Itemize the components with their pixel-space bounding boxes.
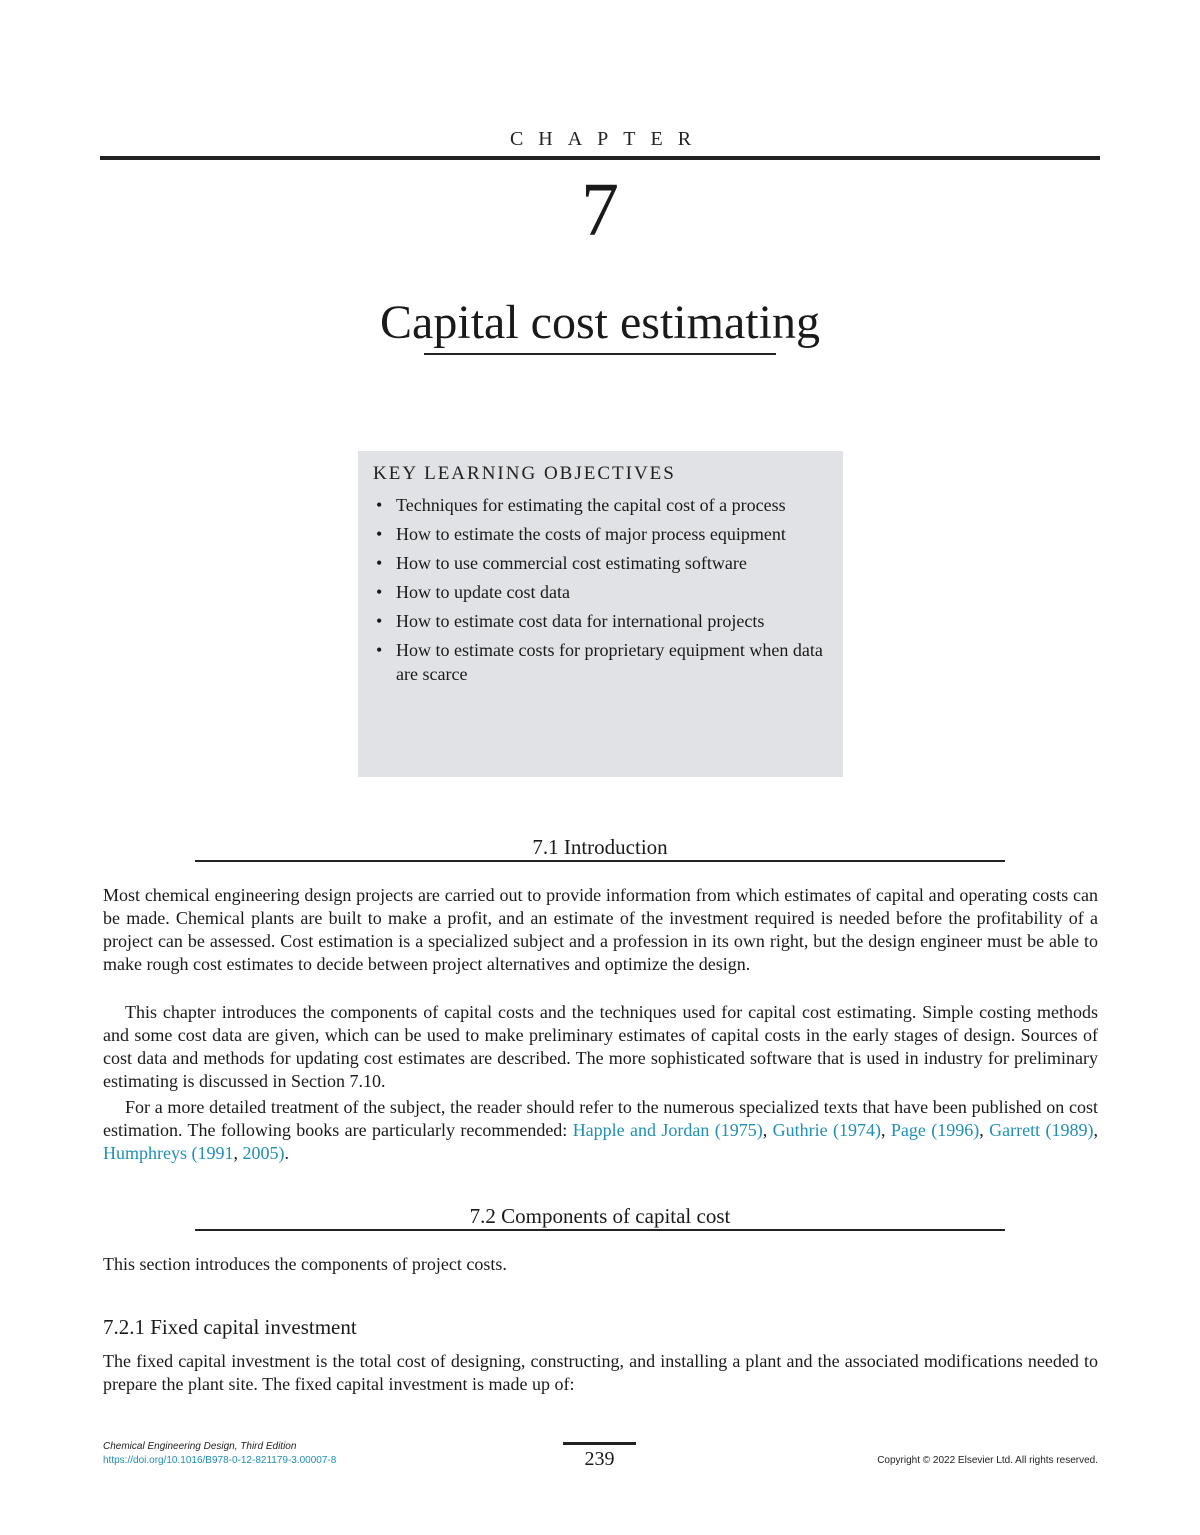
objective-item: [373, 493, 825, 517]
objective-item: [373, 609, 825, 633]
chapter-rule: [100, 156, 1100, 160]
footer-book-title: Chemical Engineering Design, Third Edition: [103, 1441, 297, 1452]
bullet-icon: •: [376, 611, 383, 631]
intro-paragraph-3: [103, 1096, 1098, 1165]
ref-link-humphreys-2005[interactable]: 2005): [242, 1143, 285, 1163]
objective-text: Techniques for estimating the capital cost of a process: [396, 495, 786, 515]
ref-separator: ,: [233, 1143, 243, 1163]
section-7-2-1-paragraph: The fixed capital investment is the total cost of designing, constructing, and installing a plant and the associated modifications needed to prepare the plant site. The fixed capital investment is made up of:: [103, 1351, 1098, 1394]
section-7-2-paragraph: This section introduces the components of project costs.: [103, 1254, 507, 1274]
sentence-end: .: [284, 1143, 289, 1163]
bullet-icon: •: [376, 582, 383, 602]
subsection-heading-7-2-1: 7.2.1 Fixed capital investment: [103, 1315, 357, 1339]
bullet-icon: •: [376, 495, 383, 515]
chapter-number: 7: [581, 168, 619, 252]
objective-text: How to estimate the costs of major process equipment: [396, 524, 786, 544]
chapter-title: Capital cost estimating: [380, 296, 820, 349]
ref-link-guthrie[interactable]: Guthrie (1974): [772, 1120, 882, 1140]
intro-paragraph-3-text: For a more detailed treatment of the subject, the reader should refer to the numerous specialized texts that have been published on cost estimation. The following books are particularly recommended:: [103, 1097, 1098, 1140]
ref-link-humphreys-1991[interactable]: Humphreys (1991: [103, 1143, 234, 1163]
objective-text: How to estimate cost data for international projects: [396, 611, 765, 631]
objective-text: How to estimate costs for proprietary equipment when data are scarce: [396, 640, 823, 684]
page-number: 239: [584, 1448, 615, 1470]
ref-separator: ,: [881, 1120, 891, 1140]
objectives-heading: KEY LEARNING OBJECTIVES: [373, 463, 676, 484]
section-rule: [195, 1229, 1005, 1231]
objective-text: How to use commercial cost estimating software: [396, 553, 747, 573]
ref-separator: ,: [979, 1120, 990, 1140]
objective-item: [373, 580, 825, 604]
objective-item: [373, 522, 825, 546]
objective-item: [373, 551, 825, 575]
section-rule: [195, 860, 1005, 862]
footer-doi-link[interactable]: https://doi.org/10.1016/B978-0-12-821179-3.00007-8: [103, 1455, 337, 1466]
ref-link-happle-jordan[interactable]: Happle and Jordan (1975): [572, 1120, 763, 1140]
chapter-label: CHAPTER: [509, 128, 707, 150]
footer-citation: [103, 1440, 336, 1468]
ref-separator: ,: [762, 1120, 773, 1140]
bullet-icon: •: [376, 553, 383, 573]
objective-item: [373, 638, 825, 686]
footer-copyright: Copyright © 2022 Elsevier Ltd. All rights reserved.: [877, 1455, 1098, 1466]
learning-objectives-box: [358, 451, 843, 777]
bullet-icon: •: [376, 640, 383, 660]
ref-separator: ,: [1093, 1120, 1099, 1140]
section-heading-7-2: 7.2 Components of capital cost: [469, 1204, 731, 1228]
section-heading-7-1: 7.1 Introduction: [532, 835, 668, 859]
objective-text: How to update cost data: [396, 582, 570, 602]
ref-link-page[interactable]: Page (1996): [890, 1120, 980, 1140]
ref-link-garrett[interactable]: Garrett (1989): [989, 1120, 1094, 1140]
title-rule: [424, 353, 776, 355]
intro-paragraph-1: Most chemical engineering design projects are carried out to provide information from which estimates of capital and operating costs can be made. Chemical plants are built to make a profit, and an estimate of the investment required is needed before the profitability of a project can be assessed. Cost estimation is a specialized subject and a profession in its own right, but the design engineer must be able to make rough cost estimates to decide between project alternatives and optimize the design.: [103, 885, 1098, 974]
page-number-rule: [563, 1442, 636, 1445]
bullet-icon: •: [376, 524, 383, 544]
intro-paragraph-2: This chapter introduces the components of capital costs and the techniques used for capital cost estimating. Simple costing methods and some cost data are given, which can be used to make preliminary estimates of capital costs in the early stages of design. Sources of cost data and methods for updating cost estimates are described. The more sophisticated software that is used in industry for preliminary estimating is discussed in Section 7.10.: [103, 1002, 1098, 1091]
objectives-list: [373, 493, 825, 686]
